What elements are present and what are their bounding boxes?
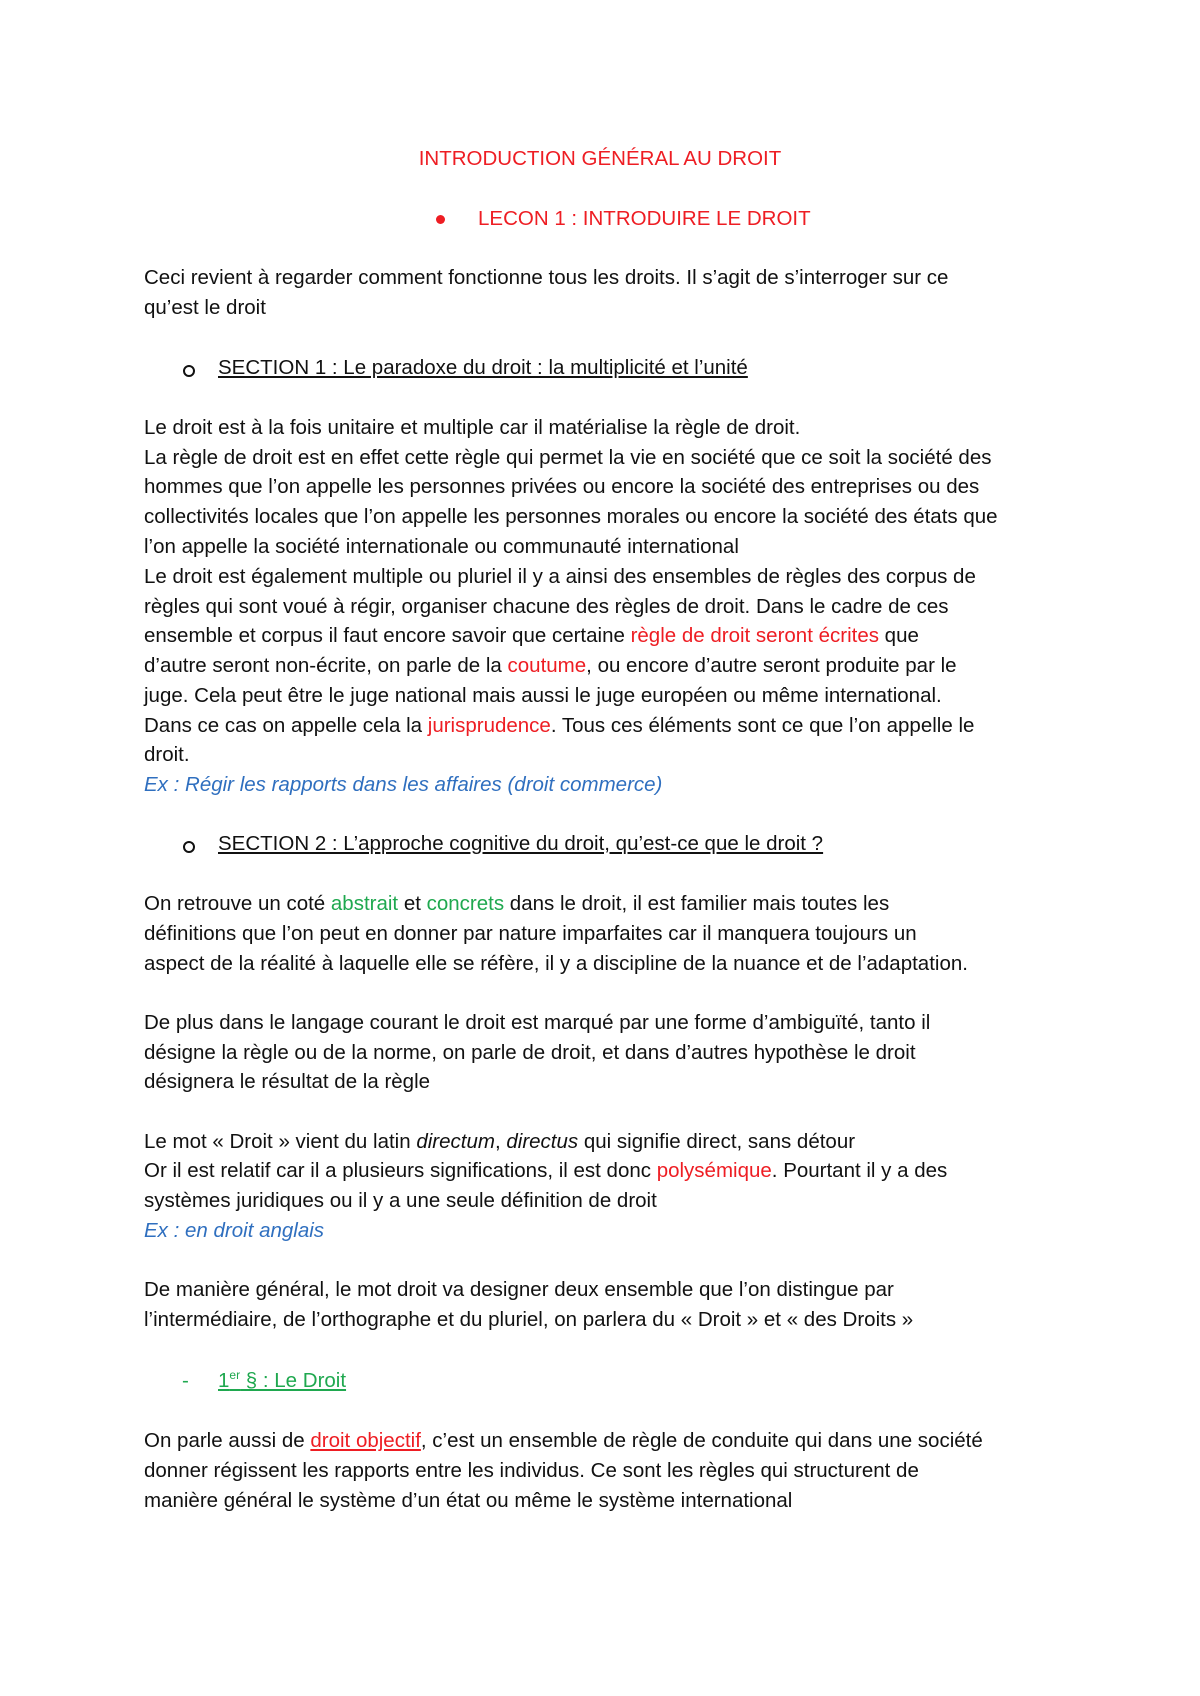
s2-p1-text: On retrouve un coté xyxy=(144,892,331,915)
par1-heading xyxy=(218,1366,1158,1396)
highlight-jurisprudence: jurisprudence xyxy=(427,714,551,737)
s1-line-11-end: . Tous ces éléments sont ce que l’on appelle le xyxy=(550,714,975,737)
par1-num: 1 xyxy=(218,1369,230,1392)
highlight-polysemique: polysémique xyxy=(656,1159,772,1182)
highlight-abstrait: abstrait xyxy=(330,892,399,915)
s1-line-7: règles qui sont voué à régir, organiser chacune des règles de droit. Dans le cadre de ces xyxy=(144,595,949,618)
s2-p2-line-1: De plus dans le langage courant le droit est marqué par une forme d’ambiguïté, tanto il xyxy=(144,1011,931,1034)
s1-line-11 xyxy=(144,711,1084,741)
s1-line-8-end: que xyxy=(878,624,919,647)
s1-line-8-text: ensemble et corpus il faut encore savoir que certaine xyxy=(144,624,631,647)
highlight-regle-ecrites: règle de droit seront écrites xyxy=(630,624,879,647)
s1-line-6: Le droit est également multiple ou pluriel il y a ainsi des ensembles de règles des corpus de xyxy=(144,565,976,588)
s2-p2-line-2: désigne la règle ou de la norme, on parle de droit, et dans d’autres hypothèse le droit xyxy=(144,1041,916,1064)
s1-line-2: La règle de droit est en effet cette règle qui permet la vie en société que ce soit la société des xyxy=(144,446,992,469)
s1-line-9-text: d’autre seront non-écrite, on parle de la xyxy=(144,654,508,677)
s1-line-10: juge. Cela peut être le juge national mais aussi le juge européen ou même international. xyxy=(144,684,942,707)
bullet-dot-icon xyxy=(436,215,445,224)
lecon-heading: LECON 1 : INTRODUIRE LE DROIT xyxy=(478,207,811,230)
s2-p3-l2-text: Or il est relatif car il a plusieurs significations, il est donc xyxy=(144,1159,657,1182)
ring-bullet-icon xyxy=(183,365,195,377)
par1-title: § : Le Droit xyxy=(240,1369,347,1392)
par1-l1-text: On parle aussi de xyxy=(144,1429,311,1452)
s2-p4-line-1: De manière général, le mot droit va designer deux ensemble que l’on distingue par xyxy=(144,1278,894,1301)
s2-p1-end: dans le droit, il est familier mais toutes les xyxy=(504,892,890,915)
s2-p4-line-2: l’intermédiaire, de l’orthographe et du pluriel, on parlera du « Droit » et « des Droits » xyxy=(144,1308,914,1331)
section2-heading: SECTION 2 : L’approche cognitive du droit, qu’est-ce que le droit ? xyxy=(218,832,824,855)
s1-line-1: Le droit est à la fois unitaire et multiple car il matérialise la règle de droit. xyxy=(144,416,801,439)
par1-l1-end: , c’est un ensemble de règle de conduite qui dans une société xyxy=(420,1429,983,1452)
s1-line-8 xyxy=(144,621,1084,651)
par1-line-2: donner régissent les rapports entre les individus. Ce sont les règles qui structurent de xyxy=(144,1459,919,1482)
ring-bullet-icon xyxy=(183,841,195,853)
par1-sup: er xyxy=(229,1368,241,1383)
s2-p3-line-2 xyxy=(144,1156,1084,1186)
highlight-droit-objectif: droit objectif xyxy=(310,1429,421,1452)
latin-directus: directus xyxy=(506,1130,579,1153)
s1-example: Ex : Régir les rapports dans les affaires (droit commerce) xyxy=(144,773,663,796)
par1-line-3: manière général le système d’un état ou même le système international xyxy=(144,1489,793,1512)
s2-example: Ex : en droit anglais xyxy=(144,1219,325,1242)
s1-line-4: collectivités locales que l’on appelle les personnes morales ou encore la société des états que xyxy=(144,505,998,528)
s2-p1-line-3: aspect de la réalité à laquelle elle se réfère, il y a discipline de la nuance et de l’adaptation. xyxy=(144,952,968,975)
s1-line-11-text: Dans ce cas on appelle cela la xyxy=(144,714,428,737)
s1-line-5: l’on appelle la société internationale ou communauté international xyxy=(144,535,739,558)
s2-p3-comma: , xyxy=(494,1130,507,1153)
s1-line-3: hommes que l’on appelle les personnes privées ou encore la société des entreprises ou des xyxy=(144,475,980,498)
document-title: INTRODUCTION GÉNÉRAL AU DROIT xyxy=(418,147,782,170)
s1-line-12: droit. xyxy=(144,743,190,766)
s2-p2-line-3: désignera le résultat de la règle xyxy=(144,1070,431,1093)
s2-p3-l2-end: . Pourtant il y a des xyxy=(771,1159,948,1182)
s2-p1-line-2: définitions que l’on peut en donner par nature imparfaites car il manquera toujours un xyxy=(144,922,917,945)
highlight-concrets: concrets xyxy=(426,892,505,915)
section1-heading: SECTION 1 : Le paradoxe du droit : la multiplicité et l’unité xyxy=(218,356,748,379)
s2-p3-line-3: systèmes juridiques ou il y a une seule définition de droit xyxy=(144,1189,657,1212)
s2-p1-line-1 xyxy=(144,889,1084,919)
s1-line-9-end: , ou encore d’autre seront produite par le xyxy=(586,654,957,677)
latin-directum: directum xyxy=(416,1130,495,1153)
intro-line-2: qu’est le droit xyxy=(144,296,266,319)
s1-line-9 xyxy=(144,651,1084,681)
highlight-coutume: coutume xyxy=(507,654,587,677)
par1-line-1 xyxy=(144,1426,1084,1456)
intro-line-1: Ceci revient à regarder comment fonctionne tous les droits. Il s’agit de s’interroger sur ce xyxy=(144,266,949,289)
s2-p3-end: qui signifie direct, sans détour xyxy=(578,1130,856,1153)
s2-p3-text: Le mot « Droit » vient du latin xyxy=(144,1130,417,1153)
s2-p3-line-1 xyxy=(144,1127,1084,1157)
dash-bullet-icon: - xyxy=(182,1369,189,1392)
s2-p1-et: et xyxy=(398,892,427,915)
